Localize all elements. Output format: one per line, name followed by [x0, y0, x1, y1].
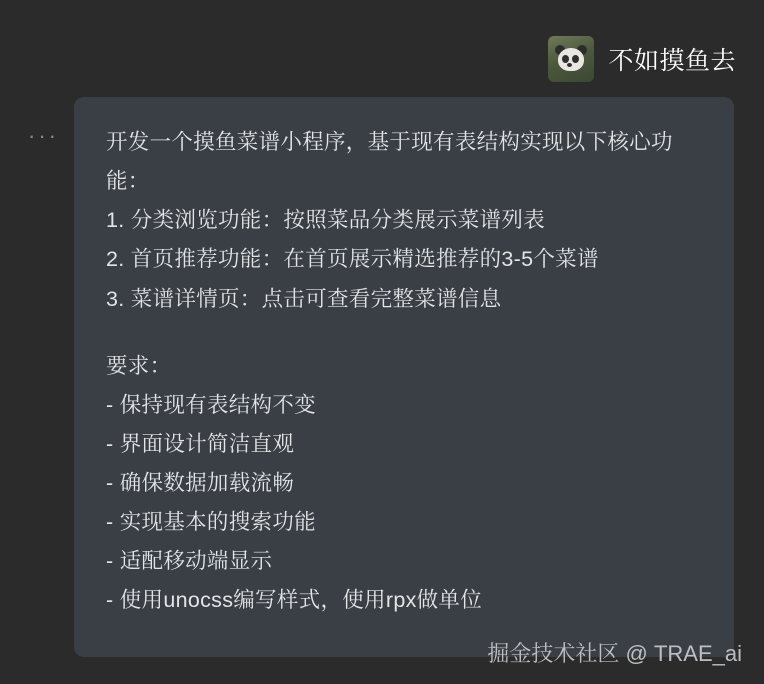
requirements-title: 要求： — [106, 353, 172, 378]
list-item: 3. 菜谱详情页：点击可查看完整菜谱信息 — [106, 286, 502, 311]
requirements-list — [106, 386, 706, 621]
list-item: 1. 分类浏览功能：按照菜品分类展示菜谱列表 — [106, 208, 546, 233]
list-item: - 适配移动端显示 — [106, 549, 273, 574]
username-label: 不如摸鱼去 — [608, 47, 736, 75]
list-item: 2. 首页推荐功能：在首页展示精选推荐的3-5个菜谱 — [106, 247, 599, 272]
list-item: - 使用unocss编写样式，使用rpx做单位 — [106, 588, 483, 613]
list-item: - 确保数据加载流畅 — [106, 471, 295, 495]
list-item: - 实现基本的搜索功能 — [106, 510, 316, 535]
list-item: - 保持现有表结构不变 — [106, 392, 316, 417]
message-intro: 开发一个摸鱼菜谱小程序，基于现有表结构实现以下核心功能： — [106, 130, 673, 194]
watermark-label: 掘金技术社区 @ TRAE_ai — [487, 641, 742, 666]
paragraph-spacer — [106, 319, 706, 347]
user-header — [548, 36, 736, 82]
more-options-icon[interactable]: ··· — [28, 123, 59, 148]
feature-list — [106, 201, 706, 318]
avatar[interactable] — [548, 36, 594, 82]
message-bubble[interactable] — [74, 97, 734, 657]
list-item: - 界面设计简洁直观 — [106, 431, 295, 456]
